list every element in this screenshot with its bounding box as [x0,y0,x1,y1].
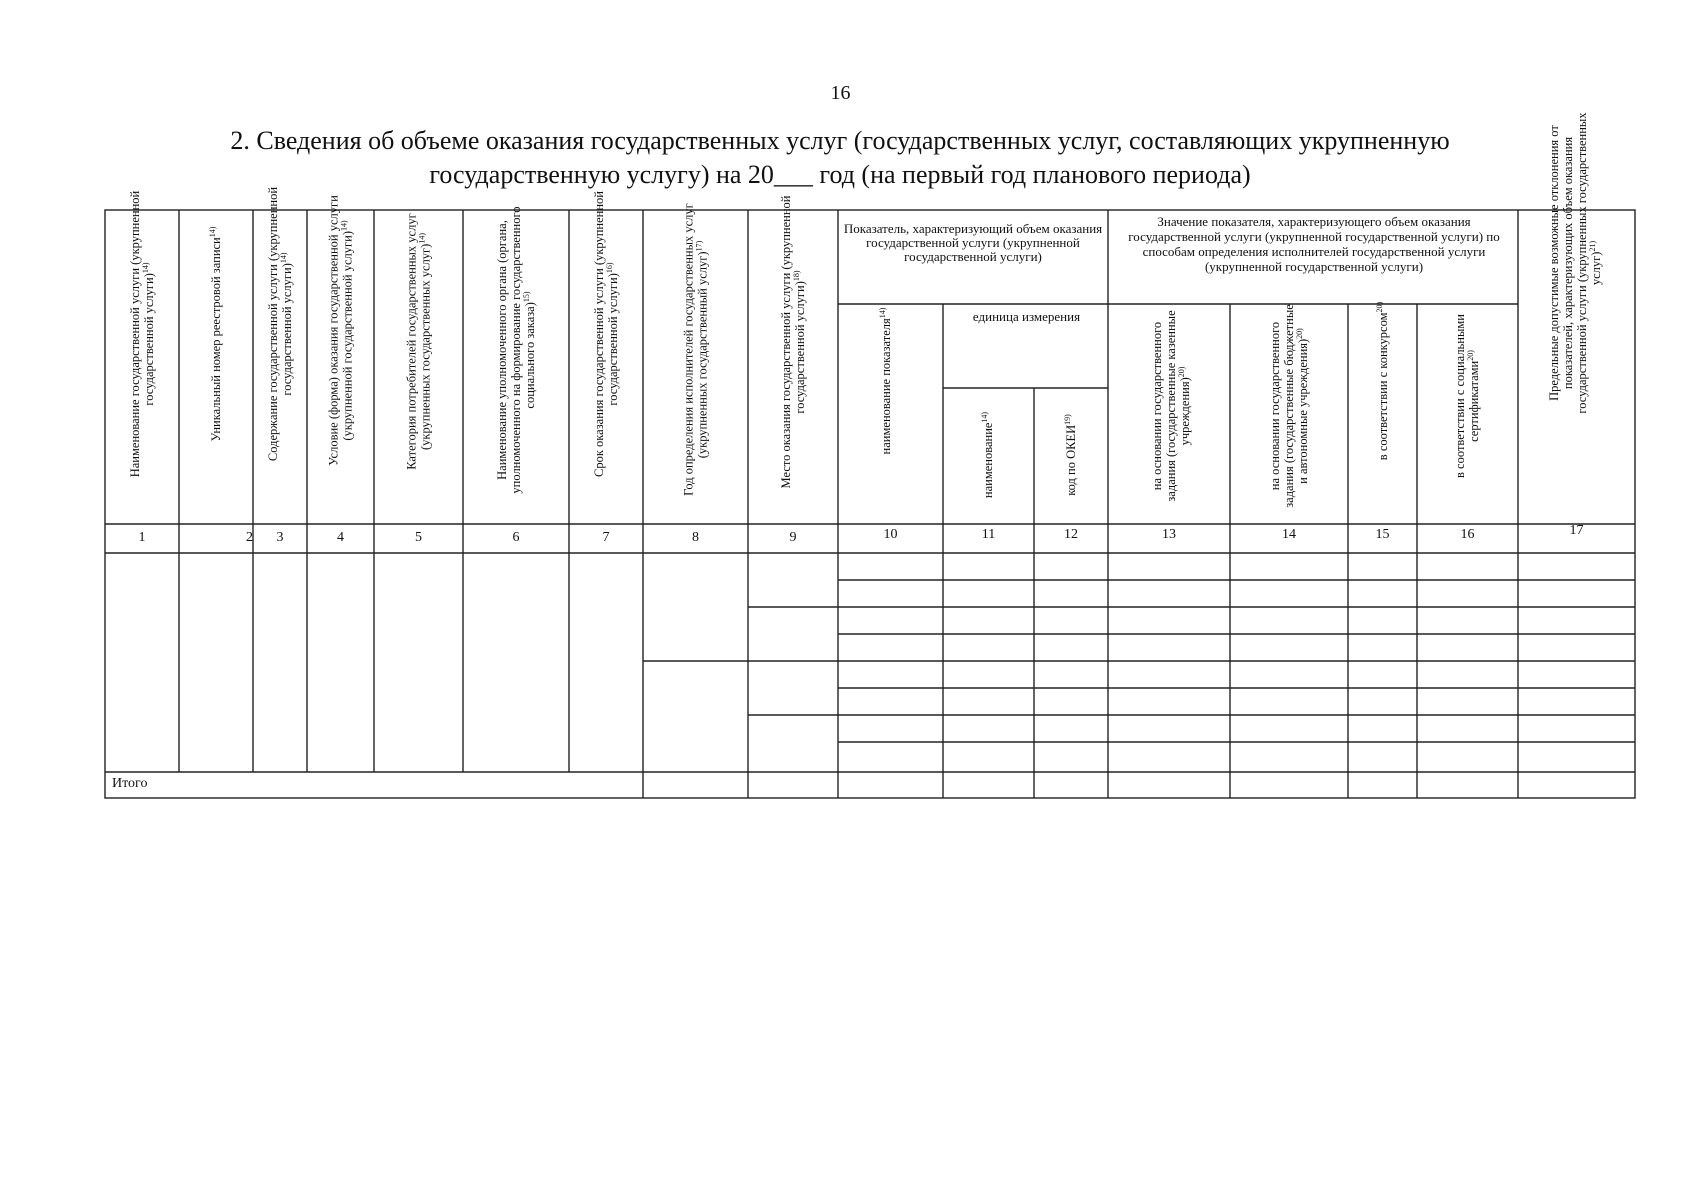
column-number: 1 [138,530,146,545]
column-header-9: Место оказания государственной услуги (укрупненной государственной услуги)$^{18)}$ [779,195,807,489]
column-header-6: Наименование уполномоченного органа (органа, уполномоченного на формирование государственного социального заказа)$^{15)}$ [495,206,537,494]
column-number: 6 [512,530,520,545]
column-header-7: Срок оказания государственной услуги (укрупненной государственной услуги)$^{16)}$ [592,191,620,477]
column-header-15: в соответствии с конкурсом$^{20)}$ [1374,301,1390,461]
column-number: 7 [602,530,610,545]
column-header-3: Содержание государственной услуги (укрупненной государственной услуги)$^{14)}$ [266,186,294,462]
column-number: 17 [1569,523,1584,538]
column-number: 13 [1162,527,1176,542]
column-header-13: на основании государственного задания (государственные казенные учреждения)$^{20)}$ [1150,310,1192,502]
unit-group-header: единица измерения [972,309,1081,324]
column-number: 9 [789,530,797,545]
column-number: 8 [692,530,699,545]
page-title-line-1: 2. Сведения об объеме оказания государственных услуг (государственных услуг, составляющих укрупненную [230,126,1450,155]
column-header-1: Наименование государственной услуги (укрупненной государственной услуги)$^{14)}$ [128,190,156,478]
column-number: 3 [276,530,284,545]
indicator-group-header: Показатель, характеризующий объем оказания государственной услуги (укрупненной государственной услуги) [843,221,1103,264]
column-header-14: на основании государственного задания (государственные бюджетные и автономные учреждения)$^{20)}$ [1268,304,1310,508]
column-header-17: Предельные допустимые возможные отклонения от показателей, характеризующих объем оказания государственной услуги (укрупненных государственных услуг)$^{21)}$ [1547,112,1603,414]
column-number: 2 [246,530,253,545]
column-number: 15 [1375,527,1390,542]
column-header-2: Уникальный номер реестровой записи$^{14)}$ [207,226,223,442]
page-title-line-2: государственную услугу) на 20___ год (на первый год планового периода) [429,160,1251,189]
column-header-11: наименование$^{14)}$ [979,411,995,499]
column-number: 5 [415,530,422,545]
column-header-10: наименование показателя$^{14)}$ [877,307,893,455]
column-number: 12 [1064,527,1078,542]
column-number: 4 [337,530,344,545]
column-number: 14 [1282,527,1296,542]
column-number: 16 [1460,527,1475,542]
column-header-8: Год определения исполнителей государственных услуг (укрупненных государственный услуг)$^{17)}$ [681,203,709,496]
column-number: 11 [981,527,996,542]
column-number: 10 [883,527,898,542]
column-header-5: Категория потребителей государственных услуг (укрупненных государственных услуг)$^{14)}$ [404,213,432,470]
column-header-12: код по ОКЕИ$^{19)}$ [1062,414,1078,496]
column-header-16: в соответствии с социальными сертификатами$^{20)}$ [1453,314,1481,478]
total-row-label: Итого [112,776,148,791]
column-header-4: Условие (форма) оказания государственной услуги (укрупненной государственной услуги)$^{14)}$ [326,195,354,466]
value-group-header: Значение показателя, характеризующего объем оказания государственной услуги (укрупненной государственной услуги) по способам определения исполнителей государственной услуги (укрупненной государственной услуги) [1128,214,1500,274]
page-number: 16 [830,82,851,104]
